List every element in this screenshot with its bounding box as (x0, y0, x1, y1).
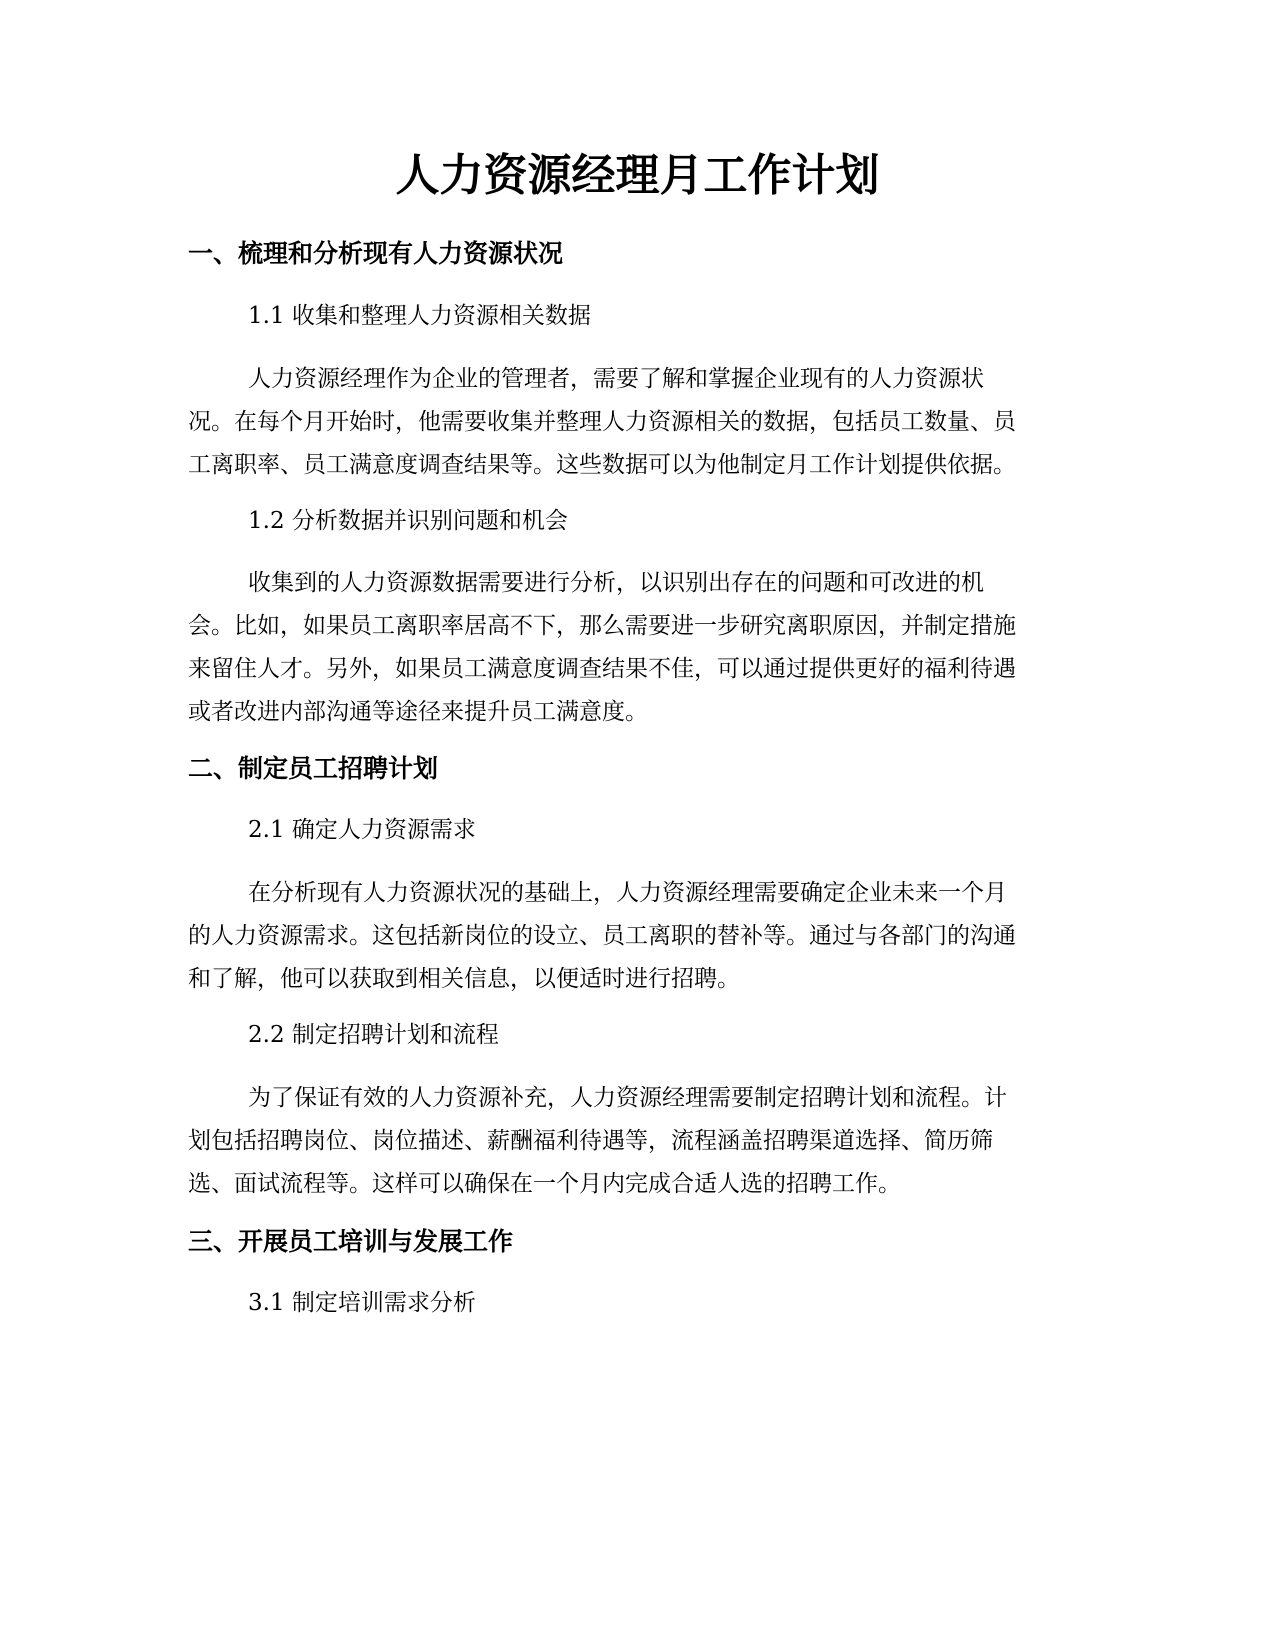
subsection-heading-3-1: 3.1 制定培训需求分析 (248, 1290, 476, 1316)
document-title: 人力资源经理月工作计划 (395, 150, 880, 201)
subsection-heading-1-1: 1.1 收集和整理人力资源相关数据 (248, 303, 591, 329)
paragraph-line: 的人力资源需求。这包括新岗位的设立、员工离职的替补等。通过与各部门的沟通 (188, 923, 1016, 949)
paragraph-1-1 (188, 358, 1078, 487)
subsection-heading-2-2: 2.2 制定招聘计划和流程 (248, 1022, 499, 1048)
paragraph-line: 为了保证有效的人力资源补充，人力资源经理需要制定招聘计划和流程。计 (248, 1085, 1007, 1111)
paragraph-line: 来留住人才。另外，如果员工满意度调查结果不佳，可以通过提供更好的福利待遇 (188, 656, 1016, 682)
paragraph-line: 人力资源经理作为企业的管理者，需要了解和掌握企业现有的人力资源状 (248, 366, 984, 392)
paragraph-line: 和了解，他可以获取到相关信息，以便适时进行招聘。 (188, 966, 740, 992)
section-heading-2: 二、制定员工招聘计划 (188, 754, 439, 783)
paragraph-line: 收集到的人力资源数据需要进行分析，以识别出存在的问题和可改进的机 (248, 570, 984, 596)
paragraph-1-2 (188, 562, 1078, 734)
paragraph-2-2 (188, 1077, 1078, 1206)
paragraph-line: 划包括招聘岗位、岗位描述、薪酬福利待遇等，流程涵盖招聘渠道选择、简历筛 (188, 1128, 993, 1154)
paragraph-line: 选、面试流程等。这样可以确保在一个月内完成合适人选的招聘工作。 (188, 1171, 901, 1197)
section-heading-1: 一、梳理和分析现有人力资源状况 (188, 239, 564, 268)
paragraph-2-1 (188, 872, 1078, 1001)
paragraph-line: 在分析现有人力资源状况的基础上，人力资源经理需要确定企业未来一个月 (248, 880, 1007, 906)
paragraph-line: 况。在每个月开始时，他需要收集并整理人力资源相关的数据，包括员工数量、员 (188, 409, 1016, 435)
paragraph-line: 工离职率、员工满意度调查结果等。这些数据可以为他制定月工作计划提供依据。 (188, 452, 1016, 478)
subsection-heading-1-2: 1.2 分析数据并识别问题和机会 (248, 508, 568, 534)
section-heading-3: 三、开展员工培训与发展工作 (188, 1227, 514, 1256)
paragraph-line: 或者改进内部沟通等途径来提升员工满意度。 (188, 699, 648, 725)
paragraph-line: 会。比如，如果员工离职率居高不下，那么需要进一步研究离职原因，并制定措施 (188, 613, 1016, 639)
subsection-heading-2-1: 2.1 确定人力资源需求 (248, 817, 476, 843)
